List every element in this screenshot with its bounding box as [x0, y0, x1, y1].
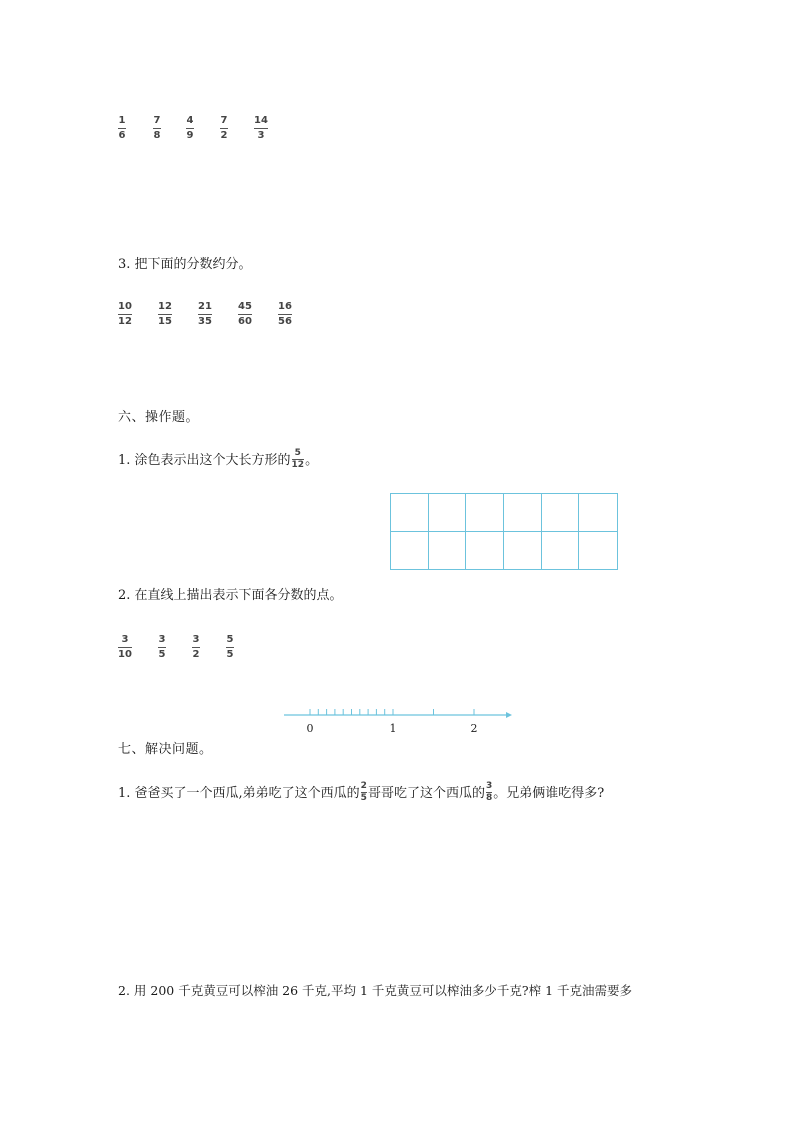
numerator: 14: [254, 115, 268, 126]
number-line-ticks: [310, 709, 474, 715]
inline-fraction: [361, 782, 367, 803]
fraction-bar: [186, 128, 194, 129]
fraction: [238, 302, 252, 327]
numerator: 2: [360, 781, 367, 791]
fraction: [118, 635, 132, 660]
denominator: 2: [220, 130, 228, 142]
fraction: [278, 302, 292, 327]
number-line[interactable]: [280, 700, 520, 740]
section-6-title: 六、操作题。: [118, 410, 200, 425]
fraction-bar: [153, 128, 161, 129]
grid-cell[interactable]: [504, 494, 542, 532]
denominator: 3: [257, 130, 265, 142]
fraction: [220, 116, 228, 141]
fraction-bar: [192, 647, 200, 648]
numerator: 3: [192, 634, 200, 645]
numerator: 4: [186, 115, 194, 126]
section-6-question-1: [118, 450, 318, 471]
numerator: 45: [238, 301, 252, 312]
grid-cell[interactable]: [466, 532, 504, 570]
numerator: 3: [158, 634, 166, 645]
numerator: 3: [121, 634, 129, 645]
fraction-bar: [254, 128, 268, 129]
grid-cell[interactable]: [579, 494, 617, 532]
fraction-bar: [226, 647, 234, 648]
grid-cell[interactable]: [542, 532, 580, 570]
numerator: 16: [278, 301, 292, 312]
fraction: [186, 116, 194, 141]
section-6-question-2: 2. 在直线上描出表示下面各分数的点。: [118, 588, 343, 603]
numerator: 5: [294, 448, 301, 458]
numerator: 3: [485, 781, 493, 791]
section-7-title: 七、解决问题。: [118, 742, 213, 757]
denominator: 6: [118, 130, 126, 142]
numerator: 1: [118, 115, 126, 126]
denominator: 35: [198, 316, 212, 328]
denominator: 8: [153, 130, 161, 142]
fraction: [153, 116, 161, 141]
tick-label-0: 0: [306, 722, 314, 735]
grid-cell[interactable]: [542, 494, 580, 532]
fraction-bar: [118, 128, 126, 129]
inline-fraction: [486, 782, 492, 803]
denominator: 5: [158, 649, 166, 661]
grid-cell[interactable]: [466, 494, 504, 532]
question-3-text: 3. 把下面的分数约分。: [118, 257, 252, 272]
grid-cell[interactable]: [504, 532, 542, 570]
fraction-bar: [118, 647, 132, 648]
denominator: 15: [158, 316, 172, 328]
section-7-question-1: [118, 783, 604, 804]
question-text-part-3: 。兄弟俩谁吃得多?: [493, 786, 605, 801]
section-7-question-2: 2. 用 200 千克黄豆可以榨油 26 千克,平均 1 千克黄豆可以榨油多少千克?榨 1 千克油需要多: [118, 983, 633, 998]
fraction: [254, 116, 268, 141]
question-text-part-1: 1. 爸爸买了一个西瓜,弟弟吃了这个西瓜的: [118, 786, 360, 801]
fraction: [118, 302, 132, 327]
grid-cell[interactable]: [579, 532, 617, 570]
denominator: 56: [278, 316, 292, 328]
denominator: 12: [291, 460, 305, 470]
denominator: 60: [238, 316, 252, 328]
fraction-bar: [158, 647, 166, 648]
numerator: 5: [226, 634, 234, 645]
numerator: 10: [118, 301, 132, 312]
fraction: [158, 302, 172, 327]
fraction-bar: [278, 314, 292, 315]
grid-cell[interactable]: [429, 532, 467, 570]
question-end: 。: [305, 453, 319, 468]
tick-label-1: 1: [389, 722, 397, 735]
denominator: 10: [118, 649, 132, 661]
rectangle-grid[interactable]: [390, 493, 618, 570]
denominator: 5: [360, 793, 367, 803]
grid-cell[interactable]: [429, 494, 467, 532]
question-text: 1. 涂色表示出这个大长方形的: [118, 453, 291, 468]
denominator: 8: [485, 793, 493, 803]
numerator: 7: [220, 115, 228, 126]
fraction-bar: [220, 128, 228, 129]
fraction-bar: [198, 314, 212, 315]
numerator: 21: [198, 301, 212, 312]
fraction-bar: [158, 314, 172, 315]
denominator: 5: [226, 649, 234, 661]
grid-cell[interactable]: [391, 494, 429, 532]
fraction: [192, 635, 200, 660]
fraction: [226, 635, 234, 660]
numerator: 7: [153, 115, 161, 126]
question-text-part-2: 哥哥吃了这个西瓜的: [367, 786, 485, 801]
arrow-right-icon: [506, 712, 512, 718]
fraction: [118, 116, 126, 141]
fraction: [158, 635, 166, 660]
grid-cell[interactable]: [391, 532, 429, 570]
denominator: 12: [118, 316, 132, 328]
fraction: [198, 302, 212, 327]
fraction-bar: [238, 314, 252, 315]
denominator: 2: [192, 649, 200, 661]
inline-fraction: [292, 449, 305, 470]
tick-label-2: 2: [470, 722, 478, 735]
denominator: 9: [186, 130, 194, 142]
numerator: 12: [158, 301, 172, 312]
fraction-bar: [118, 314, 132, 315]
